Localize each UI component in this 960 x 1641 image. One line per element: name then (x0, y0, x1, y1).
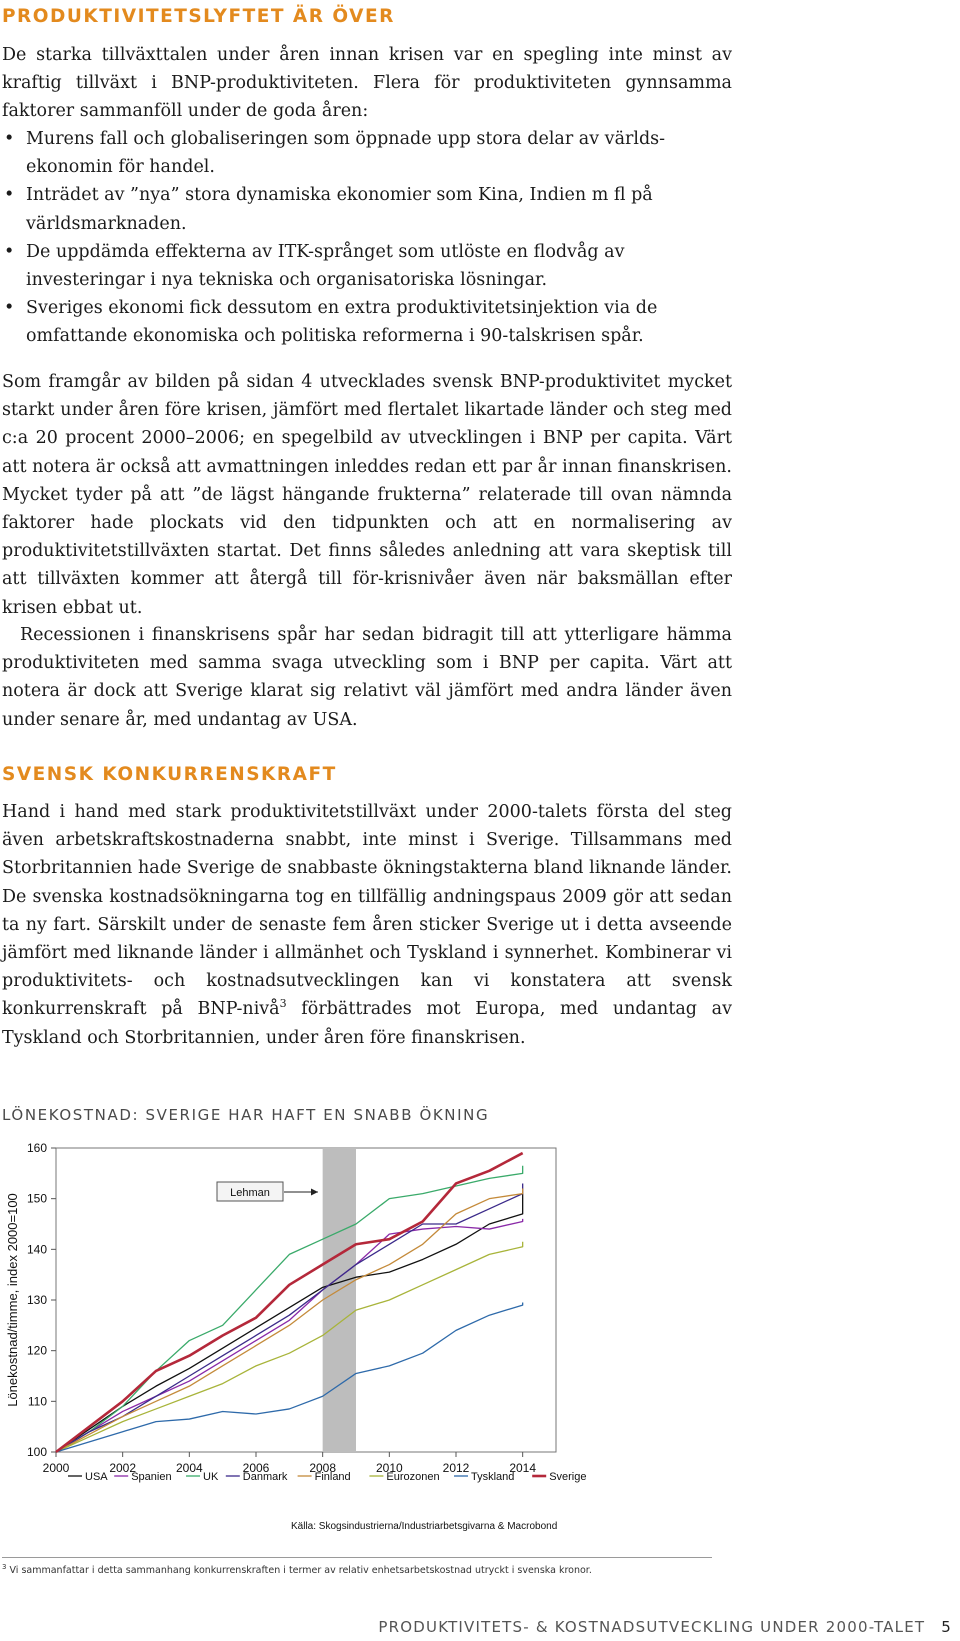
body-paragraph-competitiveness (2, 798, 732, 1052)
legend-label: Sverige (549, 1471, 587, 1483)
list-item: • Inträdet av ”nya” stora dynamiska ekonomier som Kina, Indien m fl på världsmarknaden. (2, 181, 732, 237)
paragraph-text: Hand i hand med stark produktivitetstillväxt under 2000-talets första del steg även arbetskraftskostnaderna snabbt, inte minst i Sverige. Tillsammans med Storbritannien hade Sverige de snabbaste ökningstakterna bland liknande länder. De svenska kostnadsökningarna tog en tillfällig andningspaus 2009 gör att sedan ta ny fart. Särskilt under de senaste fem åren sticker Sverige ut i detta avseende jämfört med liknande länder i allmänhet och Tyskland i synnerhet. Kombinerar vi produktivitets- och kostnadsutvecklingen kan vi konstatera att svensk konkurrenskraft på BNP-nivå (2, 802, 732, 1020)
y-tick-label: 160 (26, 1141, 47, 1155)
list-item: • De uppdämda effekterna av ITK-språnget som utlöste en flodvåg av investeringar i nya tekniska och organisatoriska lösningar. (2, 238, 732, 294)
x-tick-label: 2014 (509, 1461, 537, 1475)
y-tick-label: 140 (26, 1242, 47, 1257)
footnote-marker: 3 (2, 1562, 7, 1571)
chart-legend (68, 1471, 586, 1483)
x-tick-label: 2002 (109, 1461, 137, 1475)
body-paragraph-recession: Recessionen i finanskrisens spår har sedan bidragit till att ytterligare hämma produktiviteten med samma svaga utveckling som i BNP per capita. Värt att notera är dock att Sverige klarat sig relativt väl jämfört med andra länder även under senare år, med undantag av USA. (2, 625, 732, 730)
page-number: 5 (941, 1618, 952, 1636)
intro-paragraph: De starka tillväxttalen under åren innan krisen var en spegling inte minst av kraftig tillväxt i BNP-produktiviteten. Flera för produktiviteten gynnsamma faktorer sammanföll under de goda åren: (2, 45, 732, 122)
list-item: • Sveriges ekonomi fick dessutom en extra produktivitetsinjektion via de omfattande ekonomiska och politiska reformerna i 90-talskrisen spår. (2, 294, 732, 350)
factor-list (2, 125, 732, 351)
recession-shade (323, 1148, 356, 1452)
section-heading-productivity: PRODUKTIVITETSLYFTET ÄR ÖVER (2, 6, 395, 27)
page-footer (378, 1618, 952, 1636)
legend-label: Danmark (242, 1471, 288, 1483)
x-tick-label: 2010 (375, 1461, 403, 1475)
footnote (2, 1562, 592, 1576)
list-item: • Murens fall och globaliseringen som öppnade upp stora delar av världsekonomin för handel. (2, 125, 732, 181)
footnote-divider (2, 1557, 712, 1558)
legend-label: UK (203, 1471, 219, 1483)
annotation-label: Lehman (230, 1187, 270, 1199)
x-tick-label: 2004 (175, 1461, 203, 1475)
y-tick-label: 120 (26, 1343, 47, 1358)
footnote-text: Vi sammanfattar i detta sammanhang konkurrenskraften i termer av relativ enhetsarbetskostnad utryckt i svenska kronor. (9, 1565, 592, 1576)
plot-area (56, 1148, 556, 1452)
legend-label: Spanien (131, 1471, 172, 1483)
paragraph-text: förbättrades mot Europa, med undantag av Tyskland och Storbritannien, under åren före finanskrisen. (2, 999, 732, 1048)
legend-label: Finland (314, 1471, 351, 1483)
running-title: PRODUKTIVITETS- & KOSTNADSUTVECKLING UNDER 2000-TALET (378, 1618, 926, 1636)
y-tick-label: 100 (26, 1445, 47, 1459)
chart-title: LÖNEKOSTNAD: SVERIGE HAR HAFT EN SNABB ÖKNING (2, 1106, 490, 1124)
x-tick-label: 2008 (309, 1461, 337, 1475)
legend-label: Tyskland (471, 1471, 515, 1483)
labor-cost-chart (0, 1132, 740, 1552)
section-heading-competitiveness: SVENSK KONKURRENSKRAFT (2, 764, 337, 785)
x-tick-label: 2000 (42, 1461, 70, 1475)
chart-source: Källa: Skogsindustrierna/Industriarbetsgivarna & Macrobond (291, 1521, 558, 1532)
legend-label: USA (85, 1471, 108, 1483)
y-tick-label: 130 (26, 1293, 47, 1307)
footnote-reference: 3 (279, 997, 287, 1011)
legend-label: Eurozonen (386, 1471, 440, 1483)
y-tick-label: 150 (26, 1191, 47, 1206)
x-tick-label: 2012 (442, 1461, 470, 1475)
y-axis-label: Lönekostnad/timme, index 2000=100 (5, 1193, 20, 1407)
x-tick-label: 2006 (242, 1461, 270, 1475)
y-tick-label: 110 (27, 1394, 47, 1409)
body-paragraph-productivity: Som framgår av bilden på sidan 4 utvecklades svensk BNP-produktivitet mycket starkt under åren före krisen, jämfört med flertalet likartade länder och steg med c:a 20 procent 2000–2006; en spegelbild av utvecklingen i BNP per capita. Värt att notera är också att avmattningen inleddes redan ett par år innan finanskrisen. Mycket tyder på att ”de lägst hängande frukterna” relaterade till ovan nämnda faktorer hade plockats vid den tidpunkten och att en normalisering av produktivitetstillväxten startat. Det finns således anledning att vara skeptisk till att tillväxten kommer att återgå till för-krisnivåer även när baksmällan efter krisen ebbat ut. (2, 372, 732, 618)
